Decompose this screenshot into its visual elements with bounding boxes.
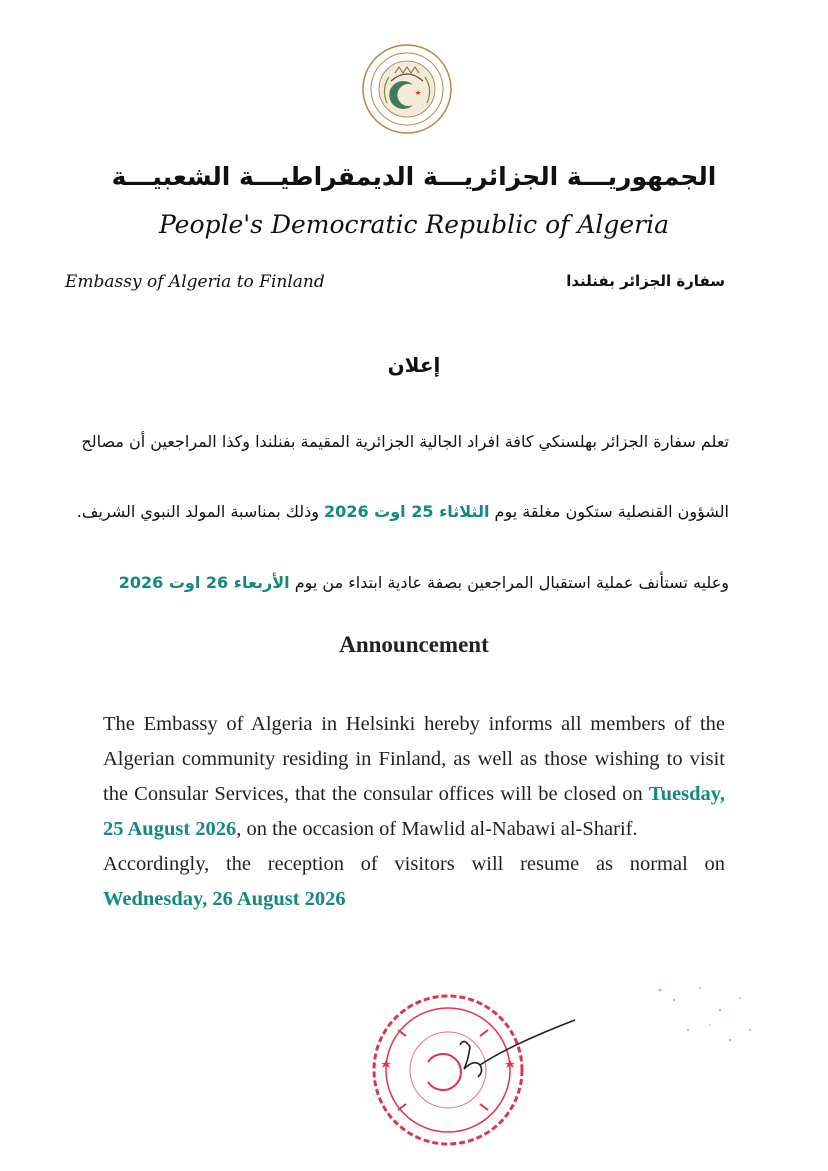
arabic-line2-end: وذلك بمناسبة المولد النبوي الشريف. xyxy=(76,502,319,521)
paper-speckle-icon xyxy=(640,970,760,1060)
arabic-line3-start: وعليه تستأنف عملية استقبال المراجعين بصفة عادية ابتداء من يوم xyxy=(294,573,729,592)
embassy-name-arabic: سفارة الجزائر بفنلندا xyxy=(566,272,725,290)
arabic-announcement-heading: إعلان xyxy=(387,353,441,377)
english-resume-date: Wednesday, 26 August 2026 xyxy=(103,888,346,910)
english-p1-start: The Embassy of Algeria in Helsinki hereby informs all members of the Algerian community residing in Finland, as well as those wishing to visit the Consular Services, that the consular offices will be closed on xyxy=(103,713,725,805)
arabic-paragraph-line-3 xyxy=(119,573,729,592)
english-announcement-heading: Announcement xyxy=(339,632,489,657)
arabic-resume-date: الأربعاء 26 اوت 2026 xyxy=(118,573,290,592)
english-announcement-body xyxy=(103,707,725,917)
english-paragraph-2 xyxy=(103,847,725,917)
english-republic-title: People's Democratic Republic of Algeria xyxy=(158,210,670,239)
english-paragraph-1 xyxy=(103,707,725,847)
arabic-republic-title: الجمهوريـــة الجزائريـــة الديمقراطيـــة الشعبيـــة xyxy=(111,162,717,191)
english-p1-end: , on the occasion of Mawlid al-Nabawi al-Sharif. xyxy=(236,818,638,840)
arabic-paragraph-line-2 xyxy=(77,502,729,521)
arabic-line2-start: الشؤون القنصلية ستكون مغلقة يوم xyxy=(494,502,729,521)
english-closure-date: Tuesday, 25 August 2026 xyxy=(103,783,725,840)
english-p2-start: Accordingly, the reception of visitors will resume as normal on xyxy=(103,853,725,875)
arabic-closure-date: الثلاثاء 25 اوت 2026 xyxy=(324,502,490,521)
arabic-paragraph-line-1 xyxy=(81,432,729,451)
national-emblem-icon xyxy=(361,43,453,135)
signature-icon xyxy=(440,1005,580,1085)
embassy-name-english: Embassy of Algeria to Finland xyxy=(65,272,325,292)
arabic-line1-text: تعلم سفارة الجزائر بهلسنكي كافة افراد الجالية الجزائرية المقيمة بفنلندا وكذا المراجعين أن مصالح xyxy=(81,432,729,451)
